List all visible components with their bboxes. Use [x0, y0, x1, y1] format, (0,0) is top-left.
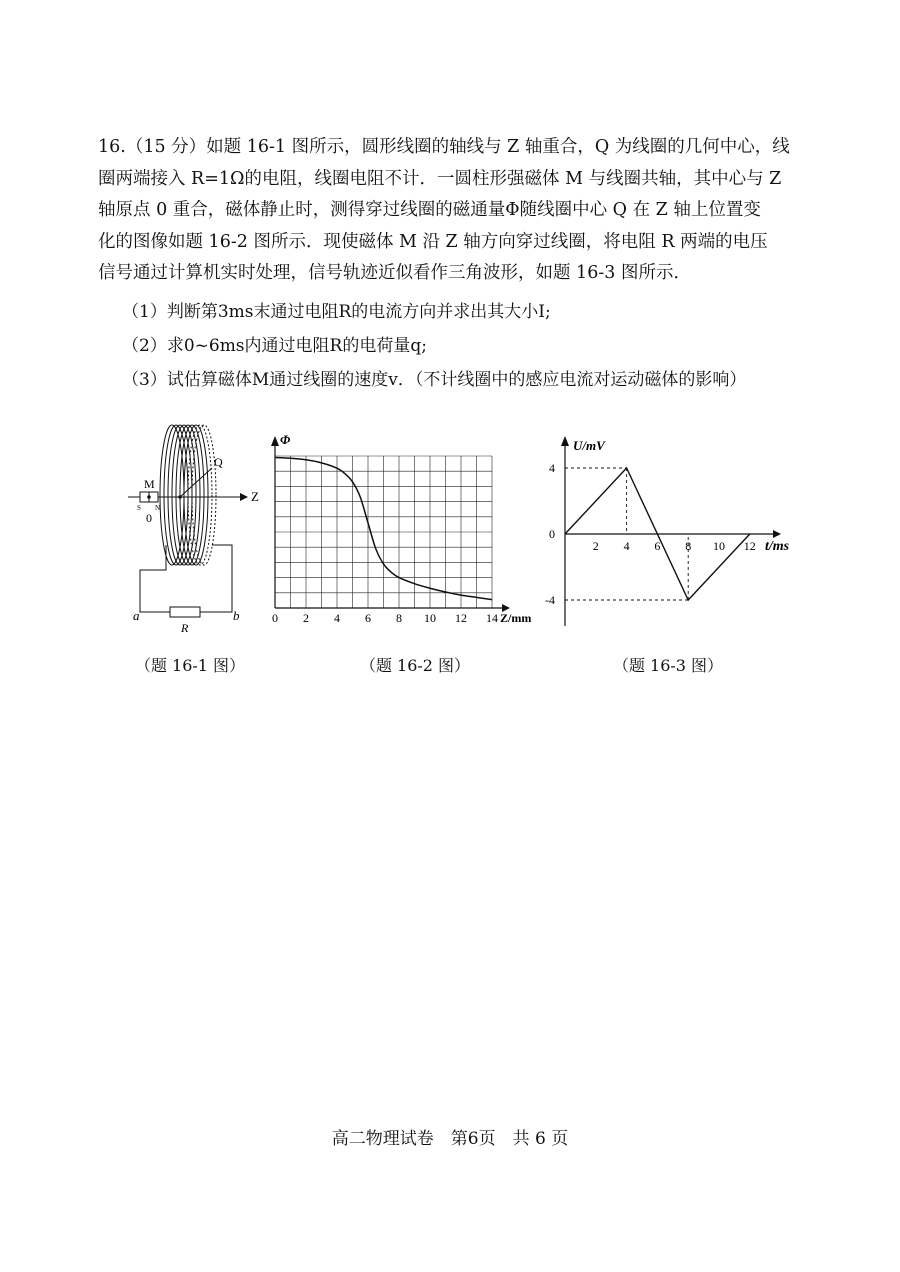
- fig2-xtick-label: 14: [486, 611, 498, 625]
- caption-16-3: （题 16-3 图）: [612, 656, 724, 675]
- label-S: S: [137, 504, 141, 512]
- subquestion-1: （1）判断第3ms末通过电阻R的电流方向并求出其大小I;: [122, 302, 551, 322]
- fig2-xtick-label: 4: [334, 611, 340, 625]
- fig3-xtick-label: 10: [713, 539, 725, 553]
- label-Q: Q: [214, 455, 223, 469]
- caption-16-1: （题 16-1 图）: [134, 656, 246, 675]
- question-number: 16.: [98, 137, 126, 157]
- fig2-xlabel: Z/mm: [500, 611, 532, 625]
- label-origin: 0: [146, 511, 152, 525]
- figure-16-3: [535, 430, 805, 635]
- label-R: R: [181, 621, 189, 635]
- subquestion-3: （3）试估算磁体M通过线圈的速度v．（不计线圈中的感应电流对运动磁体的影响）: [122, 370, 747, 390]
- subquestion-2: （2）求0~6ms内通过电阻R的电荷量q;: [122, 336, 427, 356]
- question-line-1: 16.（15 分）如题 16-1 图所示，圆形线圈的轴线与 Z 轴重合，Q 为线圈的几何中心，线: [98, 137, 790, 157]
- label-N: N: [155, 504, 161, 512]
- fig3-axes: [561, 436, 781, 626]
- fig3-ytick-label: 4: [549, 461, 555, 475]
- fig2-xtick-label: 12: [455, 611, 467, 625]
- fig2-ylabel: Φ: [280, 432, 291, 447]
- caption-16-2: （题 16-2 图）: [359, 656, 471, 675]
- fig3-xtick-label: 8: [685, 539, 692, 553]
- figure-16-1: [120, 420, 270, 635]
- question-line-2: 圈两端接入 R=1Ω的电阻，线圈电阻不计．一圆柱形强磁体 M 与线圈共轴，其中心与 Z: [98, 168, 782, 189]
- fig2-xtick-label: 2: [303, 611, 309, 625]
- label-M: M: [144, 477, 155, 491]
- page-footer: 高二物理试卷 第6页 共 6 页: [331, 1129, 569, 1149]
- fig3-ylabel: U/mV: [573, 438, 605, 453]
- fig2-xtick-label: 6: [365, 611, 371, 625]
- fig3-ytick-label: -4: [545, 593, 555, 607]
- fig2-axes: [271, 436, 510, 612]
- label-Z: Z: [251, 489, 259, 504]
- fig3-xtick-label: 2: [592, 539, 599, 553]
- fig3-xtick-label: 4: [623, 539, 630, 553]
- fig2-grid: [275, 456, 492, 608]
- fig2-xtick-label: 0: [272, 611, 278, 625]
- label-b: b: [233, 608, 240, 623]
- figure-16-2: [262, 430, 542, 630]
- fig3-xtick-label: 12: [743, 539, 756, 553]
- question-line-4: 化的图像如题 16-2 图所示．现使磁体 M 沿 Z 轴方向穿过线圈，将电阻 R 两端的电压: [98, 231, 768, 252]
- fig3-ytick-label: 0: [549, 527, 555, 541]
- question-block: [98, 132, 810, 290]
- label-a: a: [133, 608, 140, 623]
- fig3-xtick-label: 6: [654, 539, 661, 553]
- fig2-xtick-label: 10: [424, 611, 436, 625]
- question-line-5: 信号通过计算机实时处理，信号轨迹近似看作三角波形，如题 16-3 图所示．: [98, 263, 691, 283]
- fig3-xlabel: t/ms: [765, 539, 790, 554]
- fig2-xtick-label: 8: [396, 611, 402, 625]
- question-line-3: 轴原点 0 重合，磁体静止时，测得穿过线圈的磁通量Φ随线圈中心 Q 在 Z 轴上位置变: [98, 200, 761, 220]
